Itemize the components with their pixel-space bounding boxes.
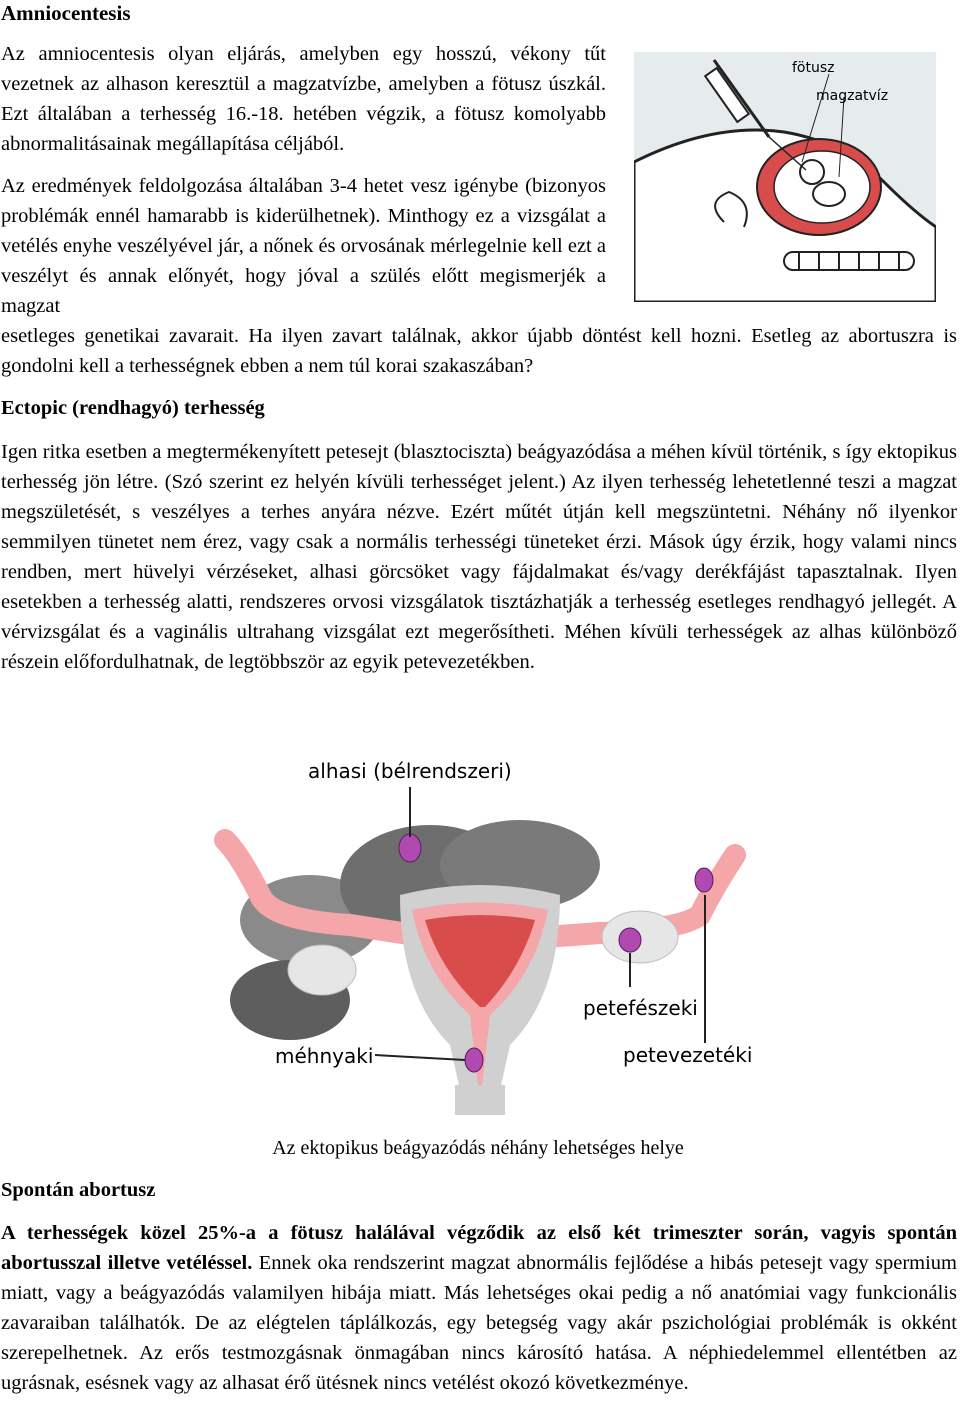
figure-caption: Az ektopikus beágyazódás néhány lehetséges helye <box>272 1137 684 1159</box>
section-title-spontaneous: Spontán abortusz <box>1 1179 156 1201</box>
section-title-amniocentesis: Amniocentesis <box>1 1 131 25</box>
ectopic-implantation-diagram <box>200 745 760 1115</box>
spontaneous-text: Ennek oka rendszerint magzat abnormális fejlődése a hibás petesejt vagy spermium miatt, vagy a beágyazódás valamilyen hibája miatt. Más lehetséges okai pedig a nő anatómiai vagy funkcionális zavaraiban találhatók. De az elégtelen táplálkozás, egy betegség vagy akár pszichológiai problémák is okként szerepelhetnek. Az erős testmozgásnak önmagában nincs károsító hatása. A néphiedelemmel ellentétben az ugrásnak, esésnek vagy az alhasat érő ütésnek nincs vetélést okozó következménye. <box>1 1252 957 1394</box>
label-amniotic-fluid: magzatvíz <box>816 88 889 104</box>
label-fetus: fötusz <box>792 60 835 76</box>
label-cervical: méhnyaki <box>275 1044 374 1068</box>
amnio-paragraph-2-continued: esetleges genetikai zavarait. Ha ilyen zavart találnak, akkor újabb döntést kell hozni. Esetleg az abortuszra is gondolni kell a terhességnek ebben a nem túl korai szakaszában? <box>1 325 957 377</box>
spontaneous-paragraph <box>1 1218 957 1398</box>
amniocentesis-illustration <box>634 52 936 302</box>
amnio-paragraph-1: Az amniocentesis olyan eljárás, amelyben egy hosszú, vékony tűt vezetnek az alhason keresztül a magzatvízbe, amelyben a fötusz úszkál. Ezt általában a terhesség 16.-18. hetében végzik, a fötusz komolyabb abnormalitásainak megállapítása céljából. <box>1 43 606 155</box>
label-abdominal: alhasi (bélrendszeri) <box>308 759 512 783</box>
section-title-ectopic: Ectopic (rendhagyó) terhesség <box>1 397 265 419</box>
ectopic-paragraph: Igen ritka esetben a megtermékenyített petesejt (blasztociszta) beágyazódása a méhen kívül történik, s így ektopikus terhesség jön létre. (Szó szerint ez helyén kívüli terhességet jelent.) Az ilyen terhesség lehetetlenné teszi a magzat megszületését, s veszélyes a terhes anyára nézve. Ezért műtét útján kell megszüntetni. Néhány nő ilyenkor semmilyen tünetet nem érez, vagy csak a normális terhességi tüneteket érzi. Mások úgy érzik, hogy valami nincs rendben, mert hüvelyi vérzéseket, alhasi görcsöket vagy fájdalmakat és/vagy derékfájást tapasztalnak. Ilyen esetekben a terhesség alatti, rendszeres orvosi vizsgálatok tisztázhatják a terhesség esetleges rendhagyó jellegét. A vérvizsgálat és a vaginális ultrahang vizsgálat ezt megerősítheti. Méhen kívüli terhességek az alhas különböző részein előfordulhatnak, de legtöbbször az egyik petevezetékben. <box>1 441 957 673</box>
spontaneous-bold-lead: A terhességek közel 25%-a a fötusz halálával végződik az első két trimeszter során, vagyis spontán abortusszal illetve vetéléssel. <box>1 1222 957 1274</box>
amnio-paragraph-2: Az eredmények feldolgozása általában 3-4 hetet vesz igénybe (bizonyos problémák ennél hamarabb is kiderülhetnek). Minthogy ez a vizsgálat a vetélés enyhe veszélyével jár, a nőnek és orvosának mérlegelnie kell ezt a veszélyt és annak előnyét, hogy jóval a szülés előtt megismerjék a magzat <box>1 175 606 317</box>
label-tubal: petevezetéki <box>623 1043 753 1067</box>
label-ovarian: petefészeki <box>583 996 698 1020</box>
